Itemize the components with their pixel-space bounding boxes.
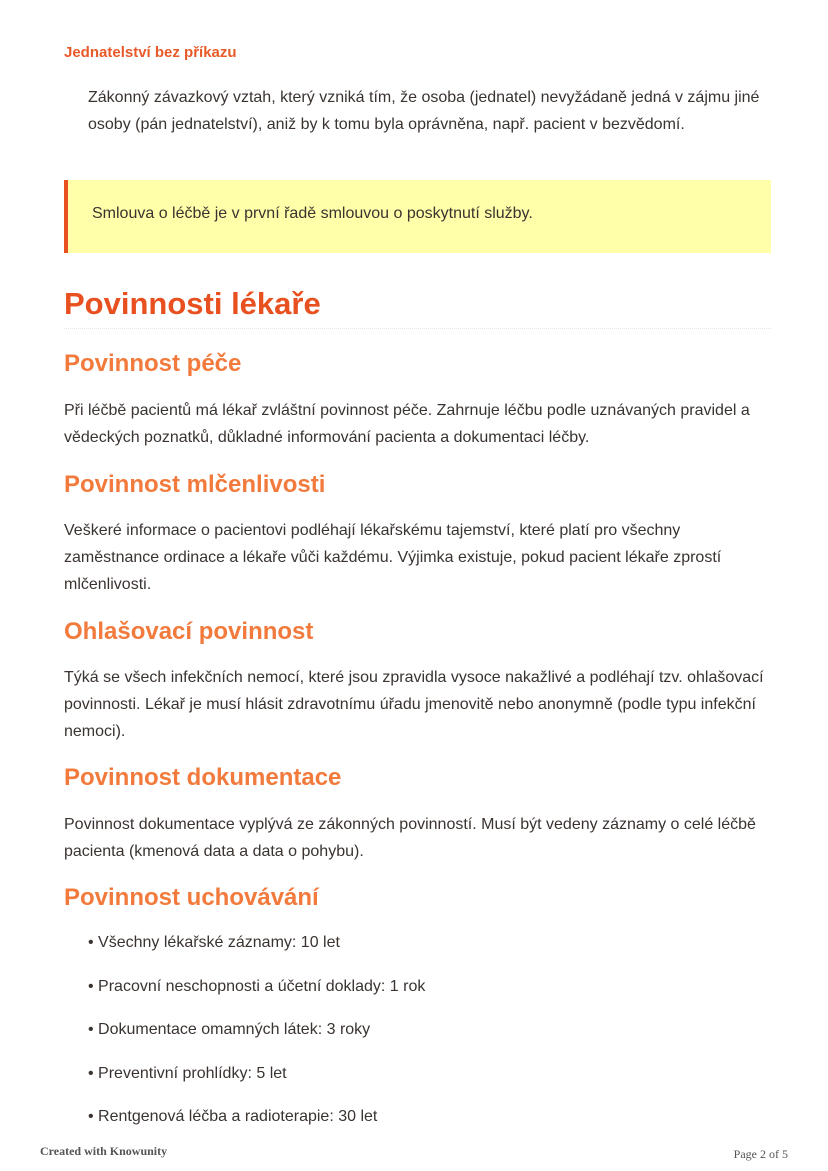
heading-divider — [64, 328, 771, 329]
heading-documentation: Povinnost dokumentace — [64, 764, 342, 791]
list-item: • Dokumentace omamných látek: 3 roky — [88, 1021, 798, 1065]
text-reporting: Týká se všech infekčních nemocí, které jsou zpravidla vysoce nakažlivé a podléhají tzv. ohlašovací povinnosti. Lékař je musí hlásit zdravotnímu úřadu jmenovitě nebo anonymně (podle typu infekční nemoci). — [64, 669, 764, 740]
retention-list — [88, 934, 798, 1152]
heading-confidentiality: Povinnost mlčenlivosti — [64, 471, 326, 498]
heading-retention: Povinnost uchovávání — [64, 884, 319, 911]
section-text: Zákonný závazkový vztah, který vzniká tím, že osoba (jednatel) nevyžádaně jedná v zájmu jiné osoby (pán jednatelství), aniž by k tomu byla oprávněna, např. pacient v bezvědomí. — [88, 89, 760, 133]
text-care: Při léčbě pacientů má lékař zvláštní povinnost péče. Zahrnuje léčbu podle uznávaných pravidel a vědeckých poznatků, důkladné informování pacienta a dokumentaci léčby. — [64, 402, 750, 446]
callout-box — [64, 180, 771, 253]
section-title: Jednatelství bez příkazu — [64, 44, 237, 61]
page-number: Page 2 of 5 — [733, 1147, 788, 1161]
list-item: • Preventivní prohlídky: 5 let — [88, 1065, 798, 1109]
footer-credit: Created with Knowunity — [40, 1144, 168, 1158]
callout-text: Smlouva o léčbě je v první řadě smlouvou o poskytnutí služby. — [92, 205, 533, 222]
list-item: • Rentgenová léčba a radioterapie: 30 let — [88, 1108, 798, 1152]
heading-care: Povinnost péče — [64, 350, 242, 377]
list-item: • Pracovní neschopnosti a účetní doklady: 1 rok — [88, 978, 798, 1022]
main-heading: Povinnosti lékaře — [64, 286, 321, 321]
heading-reporting: Ohlašovací povinnost — [64, 618, 314, 645]
text-confidentiality: Veškeré informace o pacientovi podléhají lékařskému tajemství, které platí pro všechny zaměstnance ordinace a lékaře vůči každému. Výjimka existuje, pokud pacient lékaře zprostí mlčenlivosti. — [64, 522, 722, 593]
list-item: • Všechny lékařské záznamy: 10 let — [88, 934, 798, 978]
text-documentation: Povinnost dokumentace vyplývá ze zákonných povinností. Musí být vedeny záznamy o celé léčbě pacienta (kmenová data a data o pohybu). — [64, 816, 756, 860]
